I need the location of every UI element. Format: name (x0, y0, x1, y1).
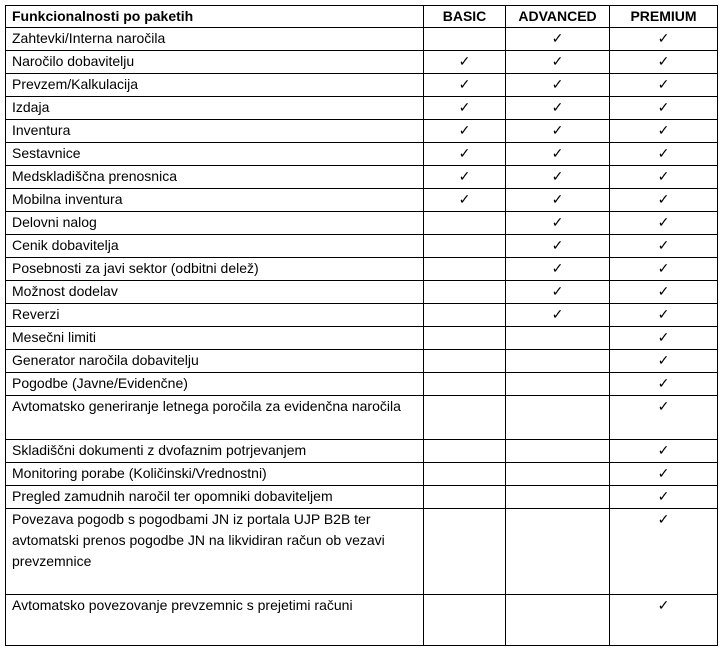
table-row (6, 304, 718, 327)
premium-cell (610, 51, 718, 74)
table-row (6, 28, 718, 51)
basic-cell (424, 463, 506, 486)
feature-label: Izdaja (6, 97, 424, 120)
feature-label: Pogodbe (Javne/Evidenčne) (6, 373, 424, 396)
premium-cell (610, 486, 718, 509)
feature-label: Generator naročila dobavitelju (6, 350, 424, 373)
table-row (6, 440, 718, 463)
table-row (6, 595, 718, 646)
check-icon: ✓ (657, 145, 670, 161)
check-icon: ✓ (657, 375, 670, 391)
table-row (6, 373, 718, 396)
table-row (6, 350, 718, 373)
check-icon: ✓ (657, 191, 670, 207)
basic-cell (424, 327, 506, 350)
advanced-cell (506, 212, 610, 235)
basic-cell (424, 235, 506, 258)
feature-label: Reverzi (6, 304, 424, 327)
check-icon: ✓ (657, 260, 670, 276)
header-basic: BASIC (424, 6, 506, 28)
advanced-cell (506, 51, 610, 74)
check-icon: ✓ (657, 329, 670, 345)
basic-cell (424, 396, 506, 440)
basic-cell (424, 166, 506, 189)
advanced-cell (506, 28, 610, 51)
check-icon: ✓ (551, 99, 564, 115)
basic-cell (424, 373, 506, 396)
advanced-cell (506, 304, 610, 327)
table-row (6, 396, 718, 440)
check-icon: ✓ (551, 168, 564, 184)
premium-cell (610, 143, 718, 166)
feature-label: Povezava pogodb s pogodbami JN iz portala UJP B2B ter avtomatski prenos pogodbe JN na likvidiran račun ob vezavi prevzemnice (6, 509, 424, 595)
premium-cell (610, 396, 718, 440)
check-icon: ✓ (551, 237, 564, 253)
premium-cell (610, 327, 718, 350)
table-row (6, 189, 718, 212)
premium-cell (610, 235, 718, 258)
premium-cell (610, 595, 718, 646)
check-icon: ✓ (551, 30, 564, 46)
feature-label: Delovni nalog (6, 212, 424, 235)
table-row (6, 74, 718, 97)
basic-cell (424, 97, 506, 120)
feature-label: Naročilo dobavitelju (6, 51, 424, 74)
advanced-cell (506, 143, 610, 166)
basic-cell (424, 304, 506, 327)
basic-cell (424, 74, 506, 97)
advanced-cell (506, 486, 610, 509)
feature-label: Mobilna inventura (6, 189, 424, 212)
table-body (6, 28, 718, 646)
basic-cell (424, 28, 506, 51)
header-feature: Funkcionalnosti po paketih (6, 6, 424, 28)
check-icon: ✓ (458, 76, 471, 92)
check-icon: ✓ (657, 30, 670, 46)
advanced-cell (506, 327, 610, 350)
advanced-cell (506, 166, 610, 189)
basic-cell (424, 120, 506, 143)
check-icon: ✓ (551, 191, 564, 207)
header-premium: PREMIUM (610, 6, 718, 28)
premium-cell (610, 258, 718, 281)
table-row (6, 486, 718, 509)
premium-cell (610, 166, 718, 189)
advanced-cell (506, 258, 610, 281)
advanced-cell (506, 120, 610, 143)
table-row (6, 327, 718, 350)
table-row (6, 166, 718, 189)
premium-cell (610, 463, 718, 486)
table-row (6, 120, 718, 143)
feature-label: Medskladiščna prenosnica (6, 166, 424, 189)
feature-label: Prevzem/Kalkulacija (6, 74, 424, 97)
premium-cell (610, 97, 718, 120)
premium-cell (610, 74, 718, 97)
check-icon: ✓ (458, 145, 471, 161)
check-icon: ✓ (458, 99, 471, 115)
check-icon: ✓ (657, 352, 670, 368)
advanced-cell (506, 463, 610, 486)
basic-cell (424, 143, 506, 166)
table-row (6, 509, 718, 595)
basic-cell (424, 51, 506, 74)
basic-cell (424, 595, 506, 646)
basic-cell (424, 212, 506, 235)
check-icon: ✓ (551, 306, 564, 322)
check-icon: ✓ (551, 76, 564, 92)
feature-label: Možnost dodelav (6, 281, 424, 304)
check-icon: ✓ (458, 53, 471, 69)
feature-label: Cenik dobavitelja (6, 235, 424, 258)
basic-cell (424, 350, 506, 373)
premium-cell (610, 212, 718, 235)
check-icon: ✓ (551, 214, 564, 230)
basic-cell (424, 258, 506, 281)
feature-label: Zahtevki/Interna naročila (6, 28, 424, 51)
feature-label: Mesečni limiti (6, 327, 424, 350)
table-row (6, 143, 718, 166)
premium-cell (610, 350, 718, 373)
check-icon: ✓ (657, 122, 670, 138)
advanced-cell (506, 509, 610, 595)
feature-label: Avtomatsko povezovanje prevzemnic s prejetimi računi (6, 595, 424, 646)
premium-cell (610, 373, 718, 396)
feature-label: Monitoring porabe (Količinski/Vrednostni) (6, 463, 424, 486)
check-icon: ✓ (657, 488, 670, 504)
advanced-cell (506, 440, 610, 463)
check-icon: ✓ (551, 260, 564, 276)
feature-label: Avtomatsko generiranje letnega poročila za evidenčna naročila (6, 396, 424, 440)
table-row (6, 281, 718, 304)
premium-cell (610, 120, 718, 143)
check-icon: ✓ (458, 191, 471, 207)
advanced-cell (506, 350, 610, 373)
table-row (6, 235, 718, 258)
check-icon: ✓ (657, 237, 670, 253)
check-icon: ✓ (551, 53, 564, 69)
advanced-cell (506, 235, 610, 258)
check-icon: ✓ (657, 53, 670, 69)
check-icon: ✓ (657, 597, 670, 613)
table-row (6, 51, 718, 74)
check-icon: ✓ (657, 168, 670, 184)
advanced-cell (506, 373, 610, 396)
check-icon: ✓ (657, 442, 670, 458)
header-advanced: ADVANCED (506, 6, 610, 28)
check-icon: ✓ (657, 214, 670, 230)
feature-label: Pregled zamudnih naročil ter opomniki dobaviteljem (6, 486, 424, 509)
check-icon: ✓ (551, 283, 564, 299)
check-icon: ✓ (657, 306, 670, 322)
advanced-cell (506, 97, 610, 120)
feature-table (5, 5, 718, 646)
check-icon: ✓ (657, 283, 670, 299)
table-row (6, 258, 718, 281)
advanced-cell (506, 396, 610, 440)
basic-cell (424, 281, 506, 304)
check-icon: ✓ (657, 398, 670, 414)
check-icon: ✓ (551, 145, 564, 161)
basic-cell (424, 189, 506, 212)
advanced-cell (506, 281, 610, 304)
premium-cell (610, 440, 718, 463)
check-icon: ✓ (657, 511, 670, 527)
advanced-cell (506, 595, 610, 646)
check-icon: ✓ (458, 168, 471, 184)
basic-cell (424, 509, 506, 595)
premium-cell (610, 304, 718, 327)
advanced-cell (506, 74, 610, 97)
check-icon: ✓ (657, 76, 670, 92)
check-icon: ✓ (551, 122, 564, 138)
feature-label: Posebnosti za javi sektor (odbitni delež) (6, 258, 424, 281)
premium-cell (610, 28, 718, 51)
table-row (6, 212, 718, 235)
check-icon: ✓ (657, 99, 670, 115)
premium-cell (610, 281, 718, 304)
feature-label: Sestavnice (6, 143, 424, 166)
premium-cell (610, 189, 718, 212)
feature-label: Inventura (6, 120, 424, 143)
check-icon: ✓ (458, 122, 471, 138)
premium-cell (610, 509, 718, 595)
advanced-cell (506, 189, 610, 212)
table-header-row (6, 6, 718, 28)
check-icon: ✓ (657, 465, 670, 481)
basic-cell (424, 440, 506, 463)
table-row (6, 97, 718, 120)
table-row (6, 463, 718, 486)
feature-label: Skladiščni dokumenti z dvofaznim potrjevanjem (6, 440, 424, 463)
basic-cell (424, 486, 506, 509)
